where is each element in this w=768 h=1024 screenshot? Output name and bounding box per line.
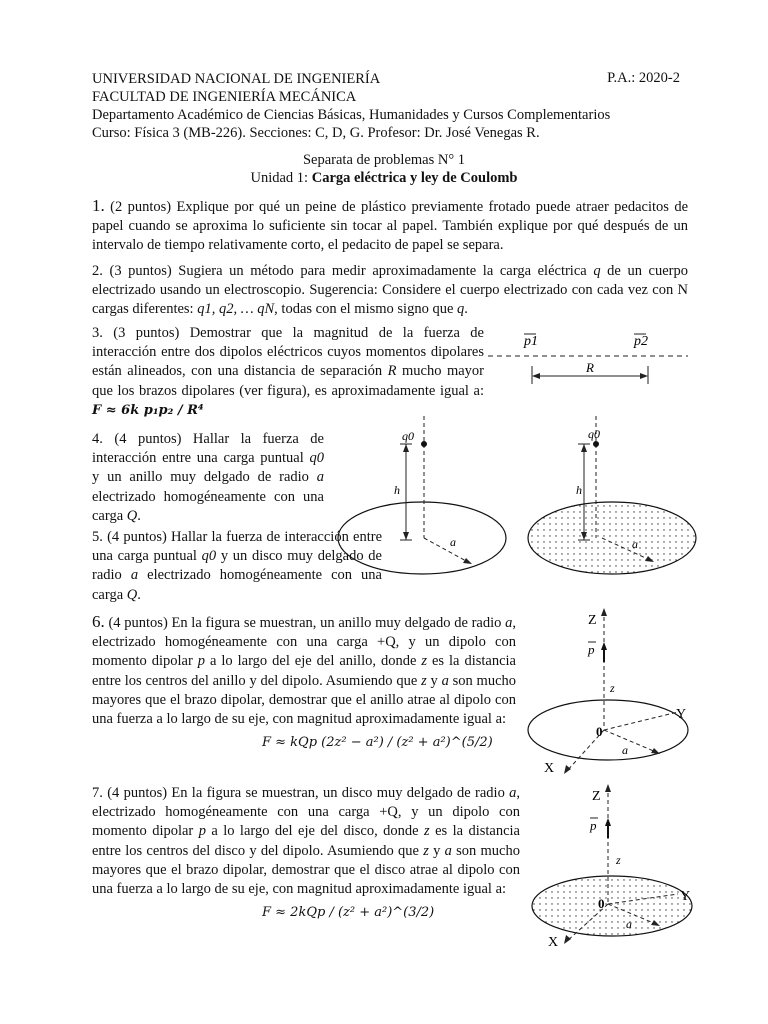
problem-7-text-e: y [428, 842, 445, 859]
problem-7-formula: F ≈ 2kQp / (z² + a²)^(3/2) [262, 905, 435, 921]
problem-2 [92, 262, 688, 320]
arrow-left-icon [532, 373, 540, 379]
problem-1-text: (2 puntos) Explique por qué un peine de plástico previamente frotado puede atraer pedacitos de papel cuando se aproxima lo suficiente sin tocar al papel. También explique por qué después de un intervalo de tiempo relativamente corto, el pedacito de papel se separa. [92, 199, 689, 254]
problem-4-number: 4. [92, 431, 103, 447]
problem-7-z: z [423, 823, 430, 840]
problem-6-p: p [197, 653, 206, 670]
disk-a-label: a [626, 917, 632, 931]
arrow-up-icon [601, 608, 607, 616]
disk-X-label: X [548, 935, 559, 950]
arrow-up-icon [605, 784, 611, 792]
problem-6-text-e: y [426, 672, 442, 689]
problem-3-text-a: (3 puntos) Demostrar que la magnitud de la fuerza de interacción entre dos dipolos eléctricos cuyos momentos dipolares están alineados, con una distancia de separación [92, 325, 484, 380]
problem-5-number: 5. [92, 529, 103, 545]
department-name: Departamento Académico de Ciencias Básicas, Humanidades y Cursos Complementarios [92, 107, 611, 123]
problem-2-q: q [593, 263, 601, 279]
arrow-right-icon [640, 373, 648, 379]
problem-5-text-a: (4 puntos) Hallar la fuerza de interacción entre una carga puntual [92, 529, 383, 565]
problem-2-charges: q1, q2, … qN [197, 301, 275, 318]
problem-3-R: R [387, 363, 397, 380]
ring-x-axis [566, 730, 604, 772]
problem-3 [92, 324, 484, 420]
university-name: UNIVERSIDAD NACIONAL DE INGENIERÍA [92, 71, 381, 87]
ring-y-axis [604, 712, 678, 730]
unit-prefix: Unidad 1: [250, 170, 312, 186]
problem-7-a-2: a [444, 842, 452, 859]
dipoles-figure [488, 328, 688, 386]
disk-dipole-figure [526, 782, 702, 952]
problem-6-text-d: es la distancia entre los centros del anillo y del dipolo. Asumiendo que [92, 653, 516, 689]
ring-h-label: h [394, 483, 400, 497]
problem-4-a: a [316, 469, 324, 486]
problem-6-z: z [421, 653, 428, 670]
problem-7-text-a: (4 puntos) En la figura se muestran, un disco muy delgado de radio [107, 785, 510, 801]
ring-radius-line [424, 538, 468, 562]
problem-4-text-b: y un anillo muy delgado de radio [92, 469, 317, 486]
problem-2-text-b: de un cuerpo electrizado usando un electroscopio. Sugerencia: Considere el cuerpo electrizado con cada vez con N cargas diferentes: [92, 263, 689, 318]
ring-charge-figure [334, 414, 514, 584]
dipole-R-label: R [586, 360, 594, 375]
ring-z-label: z [610, 681, 615, 695]
problem-7-z-2: z [423, 842, 429, 859]
ring-radius-line [604, 730, 656, 752]
ring-point-charge [421, 441, 427, 447]
problem-2-text-c: , todas con el mismo signo que [274, 301, 458, 318]
problem-7-p: p [198, 823, 206, 840]
problem-6-text-f: son mucho mayores que el brazo dipolar, demostrar que el anillo atrae al dipolo con una fuerza a lo largo de su eje, con magnitud aproximadamente igual a: [92, 672, 517, 728]
arrow-up-icon [605, 818, 611, 826]
problem-6-formula: F ≈ kQp (2z² − a²) / (z² + a²)^(5/2) [262, 735, 493, 751]
arrow-up-icon [403, 444, 409, 452]
disk-origin-label: 0 [598, 896, 605, 911]
problem-2-q-2: q [457, 301, 465, 318]
problem-5-Q: Q [126, 586, 138, 603]
problem-6-text-c: a lo largo del eje del anillo, donde [205, 653, 422, 670]
problem-4-text-d: . [137, 507, 141, 524]
problem-5-a: a [130, 567, 139, 584]
disk-ellipse [532, 876, 692, 936]
problem-6-text-a: (4 puntos) En la figura se muestran, un anillo muy delgado de radio [108, 615, 506, 631]
ring-dipole-figure [526, 606, 702, 776]
disk-q0-label: q0 [588, 427, 600, 441]
arrow-x-icon [564, 765, 571, 774]
problem-5-text-b: y un disco muy delgado de radio [92, 548, 382, 584]
disk-charge-figure [524, 414, 704, 584]
problem-5-text-d: . [137, 586, 141, 603]
problem-3-text-b: mucho mayor que los brazos dipolares (ver figura), es aproximadamente igual a: [92, 363, 484, 399]
arrow-up-icon [581, 444, 587, 452]
ring-Y-label: Y [676, 707, 687, 722]
problem-1 [92, 196, 688, 256]
problem-5-q0: q0 [201, 548, 217, 565]
disk-a-label: a [632, 537, 638, 551]
ring-ellipse [338, 502, 506, 574]
problem-4-text-c: electrizado homogéneamente con una carga [92, 488, 324, 524]
problem-1-number: 1. [92, 196, 105, 215]
problem-6 [92, 612, 516, 752]
problem-4-Q: Q [126, 507, 138, 524]
faculty-name: FACULTAD DE INGENIERÍA MECÁNICA [92, 89, 357, 105]
arrow-up-icon [601, 642, 607, 650]
ring-X-label: X [544, 761, 555, 776]
disk-Y-label: Y [680, 889, 691, 904]
problem-7 [92, 784, 520, 922]
ring-a-label: a [450, 535, 456, 549]
problem-6-z-2: z [421, 672, 427, 689]
arrow-x-icon [564, 935, 571, 944]
problem-7-number: 7. [92, 785, 103, 801]
disk-p-label: p [590, 818, 597, 833]
problem-7-text-b: , electrizado homogéneamente con una carga +Q, y un dipolo con momento dipolar [92, 785, 521, 840]
ring-q0-label: q0 [402, 429, 414, 443]
academic-period: P.A.: 2020-2 [607, 70, 680, 86]
arrow-down-icon [403, 532, 409, 540]
sheet-title: Separata de problemas N° 1 [302, 152, 466, 168]
problem-4-text-a: (4 puntos) Hallar la fuerza de interacción entre una carga puntual [92, 431, 324, 467]
disk-h-label: h [576, 483, 582, 497]
ring-p-label: p [588, 642, 595, 657]
ring-origin-label: 0 [596, 724, 603, 739]
problem-7-text-c: a lo largo del eje del disco, donde [205, 823, 424, 840]
arrow-radius-icon [463, 558, 472, 564]
dipole-p2-label: p2 [634, 334, 648, 349]
problem-7-text-f: son mucho mayores que el brazo dipolar, demostrar que el disco atrae al dipolo con una fuerza a lo largo de su eje, con magnitud aproximadamente igual a: [92, 842, 520, 898]
problem-4 [92, 430, 324, 526]
course-info: Curso: Física 3 (MB-226). Secciones: C, D, G. Profesor: Dr. José Venegas R. [92, 125, 540, 141]
unit-name: Carga eléctrica y ley de Coulomb [311, 170, 518, 186]
problem-2-text-a: (3 puntos) Sugiera un método para medir aproximadamente la carga eléctrica [109, 263, 594, 279]
problem-6-text-b: , electrizado homogéneamente con una carga +Q, y un dipolo con momento dipolar [92, 615, 516, 670]
problem-7-text-d: es la distancia entre los centros del disco y del dipolo. Asumiendo que [92, 823, 520, 859]
problem-7-a: a [509, 785, 517, 801]
disk-z-label: z [616, 853, 621, 867]
problem-6-number: 6. [92, 612, 105, 631]
problem-4-q0: q0 [309, 450, 324, 467]
ring-a-label: a [622, 743, 628, 757]
disk-Z-label: Z [592, 789, 601, 804]
disk-ellipse [528, 502, 696, 574]
dipole-p1-label: p1 [524, 334, 538, 349]
problem-3-number: 3. [92, 325, 103, 341]
problem-2-text-d: . [464, 301, 468, 318]
problem-6-a-2: a [441, 672, 449, 689]
disk-point-charge [593, 441, 599, 447]
arrow-radius-icon [651, 748, 660, 754]
unit-title [0, 170, 768, 187]
problem-5-text-c: electrizado homogéneamente con una carga [92, 567, 382, 603]
problem-3-formula: F ≈ 6k p₁p₂ / R⁴ [92, 402, 204, 418]
problem-2-number: 2. [92, 263, 103, 279]
ring-Z-label: Z [588, 613, 597, 628]
problem-6-a: a [505, 615, 513, 631]
ring-ellipse [528, 700, 688, 760]
